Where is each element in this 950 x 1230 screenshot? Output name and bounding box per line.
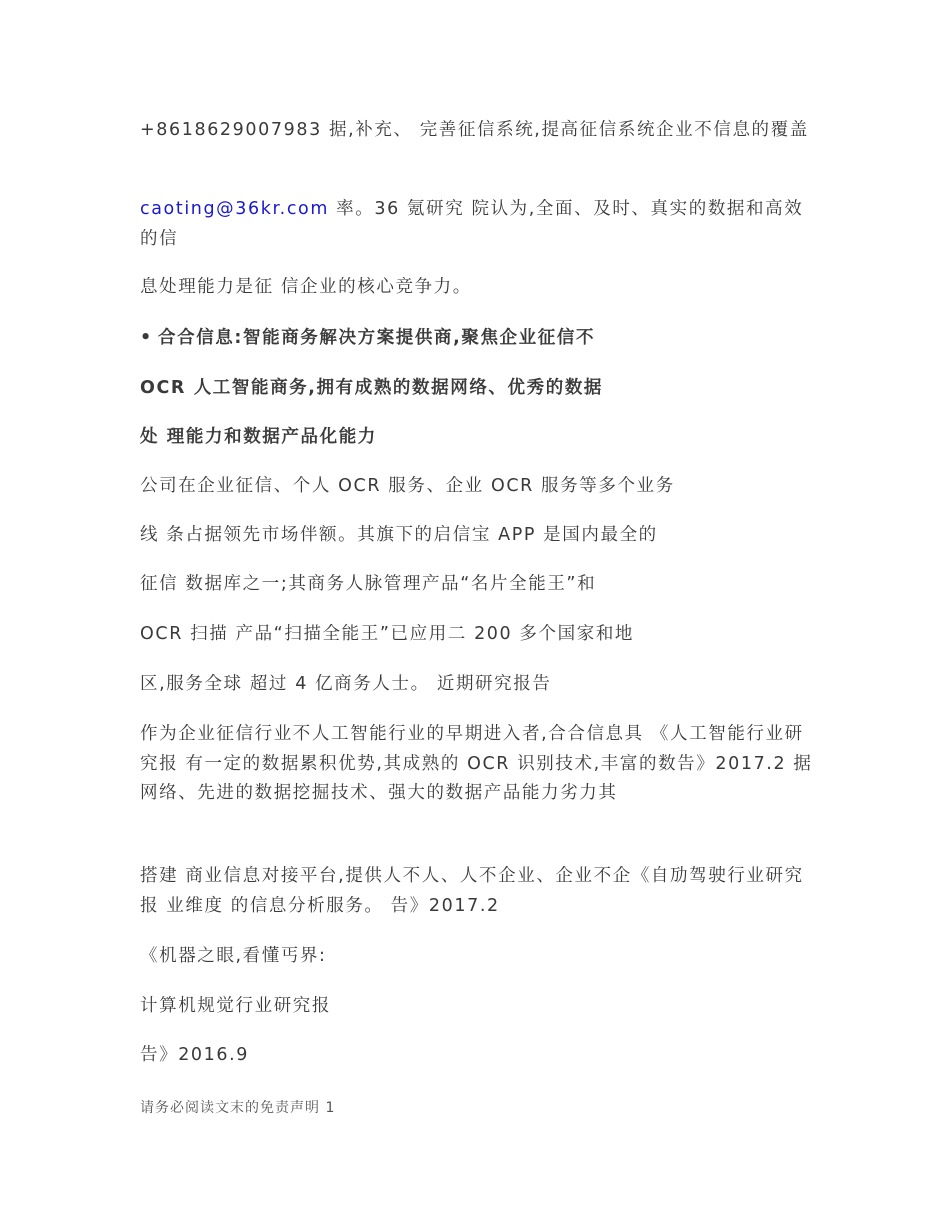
heading-line-2: OCR 人工智能商务,拥有成熟的数据网络、优秀的数据 <box>140 378 604 398</box>
heading-line-3: 处 理能力和数据产品化能力 <box>140 427 377 447</box>
paragraph-line: 公司在企业征信、个人 OCR 服务、企业 OCR 服务等多个业务 <box>140 476 675 496</box>
email-link[interactable]: caoting@36kr.com <box>140 199 330 219</box>
paragraph-contact-phone: +8618629007983 据,补充、 完善征信系统,提高征信系统企业不信息的覆盖 <box>140 120 809 140</box>
page-footer-disclaimer: 请务必阅读文末的免责声明 1 <box>140 1100 336 1116</box>
paragraph-line: 征信 数据库之一;其商务人脉管理产品“名片全能王”和 <box>140 574 597 594</box>
paragraph-line: 线 条占据领先市场伴额。其旗下的启信宝 APP 是国内最全的 <box>140 525 658 545</box>
paragraph-line: 区,服务全球 超过 4 亿商务人士。 近期研究报告 <box>140 674 552 694</box>
report-title-line: 计算机规觉行业研究报 <box>140 996 331 1016</box>
bullet-heading <box>140 324 820 354</box>
bullet-icon: • <box>140 328 153 348</box>
paragraph-line: OCR 扫描 产品“扫描全能王”已应用二 200 多个国家和地 <box>140 624 635 644</box>
paragraph-block: 作为企业征信行业不人工智能行业的早期进入者,合合信息具 《人工智能行业研究报 有一定的数据累积优势,其成熟的 OCR 识别技术,丰富的数告》2017.2 据 网络、先进的数据挖掘技术、强大的数据产品能力劣力其 <box>140 724 813 803</box>
paragraph-block: 搭建 商业信息对接平台,提供人不人、人不企业、企业不企《自劢驾驶行业研究报 业维度 的信息分析服务。 告》2017.2 <box>140 866 804 916</box>
paragraph-text: 率。36 氪研究 院认为,全面、及时、真实的数据和高效的信 <box>140 199 804 249</box>
report-date-line: 告》2016.9 <box>140 1045 250 1065</box>
heading-text: 合合信息:智能商务解决方案提供商,聚焦企业征信不 <box>158 328 596 348</box>
paragraph-core-competence: 息处理能力是征 信企业的核心竞争力。 <box>140 277 472 297</box>
report-title-line: 《机器之眼,看懂丐界: <box>140 946 327 966</box>
paragraph-contact-email <box>140 195 820 254</box>
